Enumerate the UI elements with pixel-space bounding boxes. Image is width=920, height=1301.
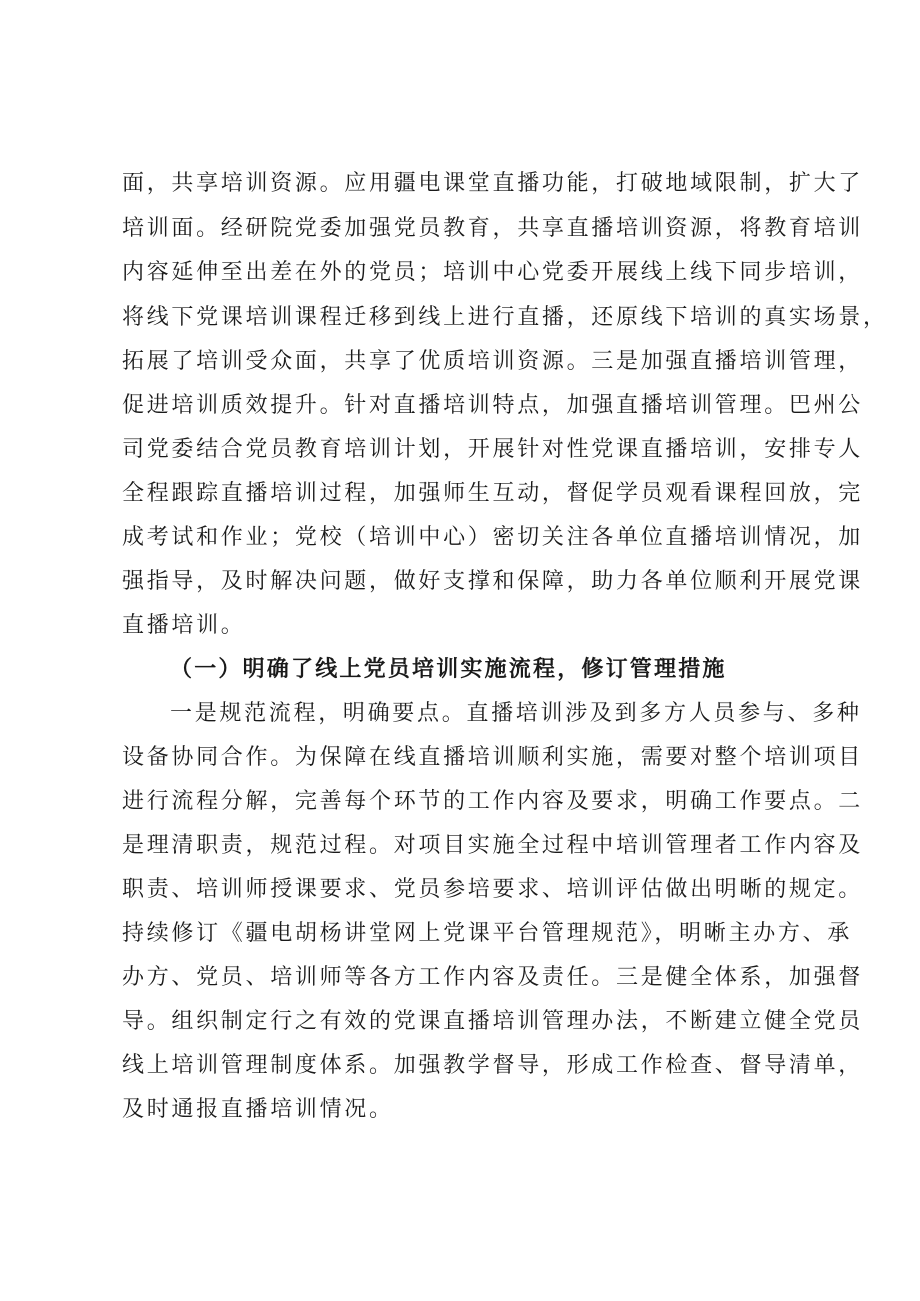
paragraph-line: 设备协同合作。为保障在线直播培训顺利实施，需要对整个培训项目 <box>122 745 864 770</box>
paragraph-line: 办方、党员、培训师等各方工作内容及责任。三是健全体系，加强督 <box>122 965 864 990</box>
paragraph-line: 司党委结合党员教育培训计划，开展针对性党课直播培训，安排专人 <box>122 437 864 462</box>
paragraph-line: 是理清职责，规范过程。对项目实施全过程中培训管理者工作内容及 <box>122 833 864 858</box>
paragraph-line: 拓展了培训受众面，共享了优质培训资源。三是加强直播培训管理， <box>122 349 864 374</box>
paragraph-line: 及时通报直播培训情况。 <box>122 1097 394 1122</box>
paragraph-line: 职责、培训师授课要求、党员参培要求、培训评估做出明晰的规定。 <box>122 877 864 902</box>
paragraph-line: 成考试和作业；党校（培训中心）密切关注各单位直播培训情况，加 <box>122 525 864 550</box>
paragraph-line: 持续修订《疆电胡杨讲堂网上党课平台管理规范》，明晰主办方、承 <box>122 921 853 946</box>
paragraph-line: 面，共享培训资源。应用疆电课堂直播功能，打破地域限制，扩大了 <box>122 171 864 196</box>
paragraph-line: 一是规范流程，明确要点。直播培训涉及到多方人员参与、多种 <box>170 701 862 726</box>
section-heading: （一）明确了线上党员培训实施流程，修订管理措施 <box>170 657 727 682</box>
paragraph-line: 内容延伸至出差在外的党员；培训中心党委开展线上线下同步培训， <box>122 260 864 285</box>
paragraph-line: 强指导，及时解决问题，做好支撑和保障，助力各单位顺利开展党课 <box>122 569 864 594</box>
paragraph-line: 直播培训。 <box>122 613 246 638</box>
paragraph-line: 培训面。经研院党委加强党员教育，共享直播培训资源，将教育培训 <box>122 216 864 241</box>
paragraph-line: 进行流程分解，完善每个环节的工作内容及要求，明确工作要点。二 <box>122 789 864 814</box>
paragraph-line: 促进培训质效提升。针对直播培训特点，加强直播培训管理。巴州公 <box>122 393 864 418</box>
paragraph-line: 线上培训管理制度体系。加强教学督导，形成工作检查、督导清单， <box>122 1053 864 1078</box>
paragraph-line: 将线下党课培训课程迁移到线上进行直播，还原线下培训的真实场景， <box>122 305 888 330</box>
paragraph-line: 导。组织制定行之有效的党课直播培训管理办法，不断建立健全党员 <box>122 1009 864 1034</box>
paragraph-line: 全程跟踪直播培训过程，加强师生互动，督促学员观看课程回放，完 <box>122 481 864 506</box>
